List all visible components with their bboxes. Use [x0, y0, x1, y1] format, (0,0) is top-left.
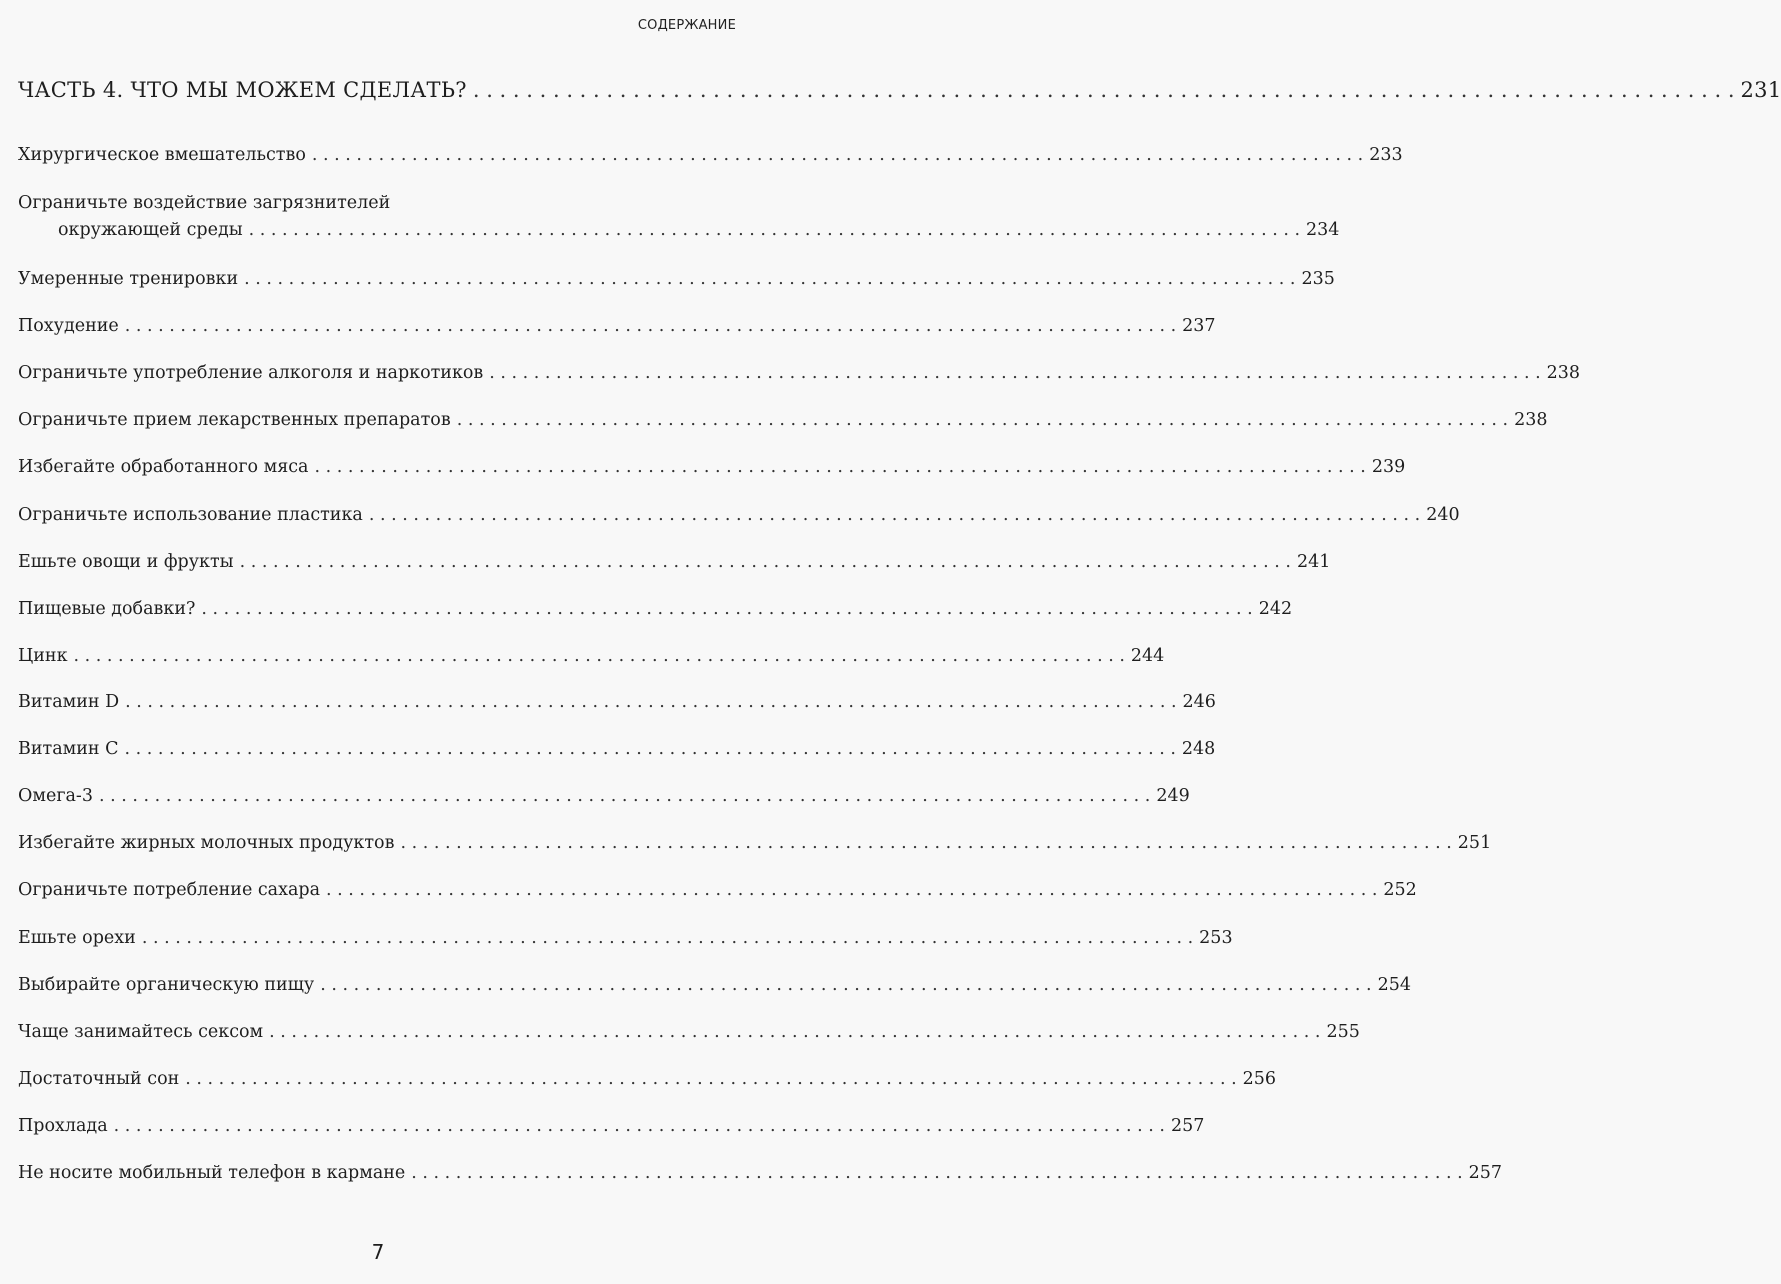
toc-entry-title: Ешьте орехи	[18, 928, 136, 948]
toc-entry-title: Не носите мобильный телефон в кармане	[18, 1163, 406, 1183]
toc-entry-title: Витамин C	[18, 739, 119, 759]
toc-entry-page: 240	[1426, 505, 1460, 525]
toc-entry[interactable]	[18, 1163, 1503, 1183]
toc-entry-page: 251	[1457, 833, 1492, 853]
toc-entry-title: Ограничьте употребление алкоголя и наркотиков	[18, 363, 484, 383]
toc-entry-title: Витамин D	[18, 692, 120, 712]
toc-entry-title: Омега-3	[18, 786, 93, 806]
toc-entry-title: Ограничьте потребление сахара	[18, 880, 321, 900]
toc-entry-page: 244	[1130, 646, 1165, 666]
dot-leader	[467, 78, 1741, 102]
dot-leader	[238, 269, 1301, 289]
dot-leader	[195, 599, 1258, 619]
toc-entry[interactable]	[18, 928, 1233, 948]
toc-entry-page: 237	[1182, 316, 1216, 336]
toc-entry-page: 257	[1468, 1163, 1503, 1183]
part-page-number: 231	[1740, 78, 1781, 102]
toc-entry-page: 239	[1371, 457, 1406, 477]
toc-entry[interactable]	[18, 786, 1190, 806]
toc-entry[interactable]	[18, 145, 1403, 165]
toc-entry-page: 238	[1514, 410, 1548, 430]
toc-entry-title: Выбирайте органическую пищу	[18, 975, 315, 995]
toc-entry-title: Хирургическое вмешательство	[18, 145, 306, 165]
dot-leader	[93, 786, 1156, 806]
toc-entry-title: Достаточный сон	[18, 1069, 180, 1089]
page-number: 7	[371, 1240, 385, 1264]
toc-entry-page: 248	[1181, 739, 1216, 759]
toc-entry[interactable]	[18, 316, 1216, 336]
toc-entry[interactable]	[18, 410, 1548, 430]
toc-entry-title: Похудение	[18, 316, 119, 336]
toc-entry-title: Чаще занимайтесь сексом	[18, 1022, 264, 1042]
running-head: СОДЕРЖАНИЕ	[637, 18, 736, 33]
toc-entry[interactable]	[18, 1116, 1205, 1136]
toc-entry[interactable]	[18, 552, 1331, 572]
toc-entry-title: Ешьте овощи и фрукты	[18, 552, 234, 572]
toc-entry-page: 235	[1301, 269, 1335, 289]
toc-entry[interactable]	[18, 505, 1460, 525]
dot-leader	[320, 880, 1383, 900]
toc-entry-title: Пищевые добавки?	[18, 599, 196, 619]
toc-entry-title: Ограничьте прием лекарственных препаратов	[18, 410, 451, 430]
dot-leader	[119, 316, 1182, 336]
toc-entry-page: 252	[1383, 880, 1417, 900]
dot-leader	[483, 363, 1546, 383]
toc-entry-page: 253	[1199, 928, 1233, 948]
toc-entry-page: 242	[1258, 599, 1293, 619]
toc-entry[interactable]	[18, 599, 1293, 619]
toc-entry[interactable]	[18, 739, 1216, 759]
toc-entry[interactable]	[18, 363, 1581, 383]
toc-entry-title: Избегайте жирных молочных продуктов	[18, 833, 395, 853]
toc-entry-title: Умеренные тренировки	[18, 269, 239, 289]
dot-leader	[119, 739, 1182, 759]
toc-entry-title: Цинк	[18, 646, 68, 666]
toc-entry[interactable]	[18, 1022, 1360, 1042]
toc-entry-title: Избегайте обработанного мяса	[18, 457, 309, 477]
toc-entry-page: 233	[1369, 145, 1403, 165]
toc-entry[interactable]	[18, 833, 1492, 853]
toc-entry-page: 238	[1546, 363, 1581, 383]
dot-leader	[136, 928, 1199, 948]
toc-entry[interactable]	[18, 193, 1340, 240]
dot-leader	[306, 145, 1369, 165]
toc-entry-title: Ограничьте воздействие загрязнителей	[18, 193, 391, 213]
dot-leader	[405, 1163, 1468, 1183]
dot-leader	[263, 1022, 1326, 1042]
toc-entry[interactable]	[18, 269, 1335, 289]
toc-entry-page: 234	[1306, 220, 1340, 240]
toc-entry-page: 249	[1156, 786, 1190, 806]
toc-entry[interactable]	[18, 975, 1411, 995]
part-heading[interactable]	[18, 78, 1781, 102]
toc-entry-page: 256	[1242, 1069, 1277, 1089]
dot-leader	[451, 410, 1514, 430]
part-title: ЧАСТЬ 4. ЧТО МЫ МОЖЕМ СДЕЛАТЬ?	[18, 78, 467, 102]
dot-leader	[119, 692, 1182, 712]
toc-entry-page: 257	[1171, 1116, 1205, 1136]
dot-leader	[243, 220, 1306, 240]
toc-entry[interactable]	[18, 457, 1406, 477]
toc-entry[interactable]	[18, 880, 1417, 900]
toc-entry-page: 254	[1377, 975, 1411, 995]
dot-leader	[314, 975, 1377, 995]
toc-entry-title-continued: окружающей среды	[58, 220, 243, 240]
toc-entry-page: 246	[1182, 692, 1216, 712]
dot-leader	[234, 552, 1297, 572]
toc-entry-page: 255	[1326, 1022, 1360, 1042]
dot-leader	[363, 505, 1426, 525]
dot-leader	[68, 646, 1131, 666]
dot-leader	[108, 1116, 1171, 1136]
toc-entry-title: Прохлада	[18, 1116, 108, 1136]
dot-leader	[394, 833, 1457, 853]
dot-leader	[179, 1069, 1242, 1089]
toc-entry-title: Ограничьте использование пластика	[18, 505, 363, 525]
dot-leader	[308, 457, 1371, 477]
toc-entry[interactable]	[18, 1069, 1277, 1089]
toc-entry-page: 241	[1296, 552, 1331, 572]
toc-entry[interactable]	[18, 692, 1216, 712]
toc-entry[interactable]	[18, 646, 1165, 666]
